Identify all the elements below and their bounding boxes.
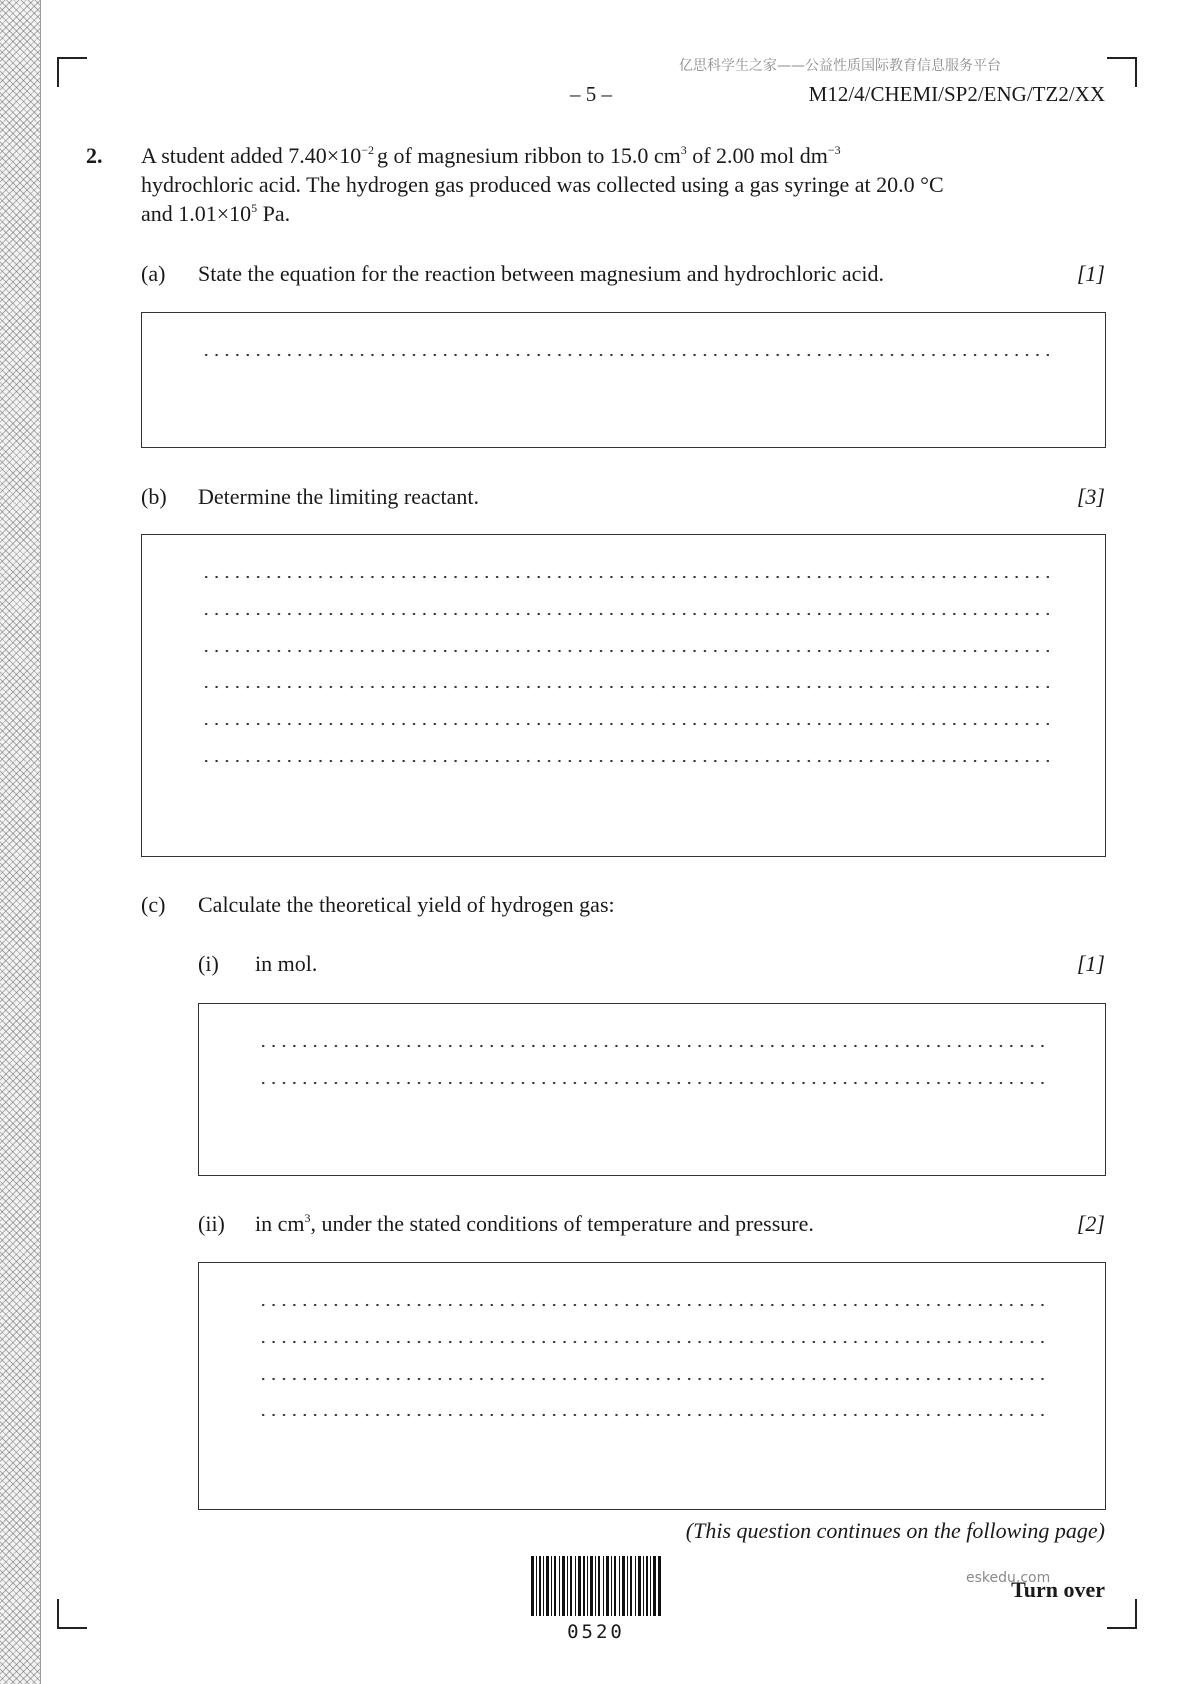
answer-line [201,722,1049,726]
header-watermark: 亿思科学生之家——公益性质国际教育信息服务平台 [679,58,1001,74]
answer-line [201,685,1049,689]
answer-line [258,1081,1048,1085]
binding-strip [0,0,41,1684]
answer-line [258,1303,1048,1307]
part-c-text: Calculate the theoretical yield of hydrogen gas: [198,892,615,917]
answer-line [201,353,1049,357]
part-c-label: (c) [141,892,166,917]
stem-line-2: hydrochloric acid. The hydrogen gas produced was collected using a gas syringe at 20.0 °C [141,172,944,197]
question-number: 2. [86,143,103,168]
turn-over-label: Turn over [1011,1577,1105,1602]
continues-note: (This question continues on the following page) [685,1518,1105,1543]
crop-mark-top-right [1107,57,1137,87]
part-a-marks: [1] [1076,261,1105,286]
crop-mark-bottom-left [57,1599,87,1629]
answer-line [258,1044,1048,1048]
stem-line-3: and $1.01\times 10^5$ Pa. [141,201,291,226]
part-a-label: (a) [141,261,166,286]
part-c-ii-answer-box[interactable] [198,1262,1106,1510]
page-number: – 5 – [570,82,612,106]
part-b-marks: [3] [1076,484,1105,509]
part-b-text: Determine the limiting reactant. [198,484,480,509]
answer-line [201,759,1049,763]
part-b-answer-box[interactable] [141,534,1106,857]
crop-mark-top-left [57,57,87,87]
part-b-label: (b) [141,484,167,509]
part-a-answer-box[interactable] [141,312,1106,448]
barcode [531,1556,661,1616]
footer-watermark: eskedu.com [966,1570,1051,1586]
crop-mark-bottom-right [1107,1599,1137,1629]
answer-line [201,575,1049,579]
part-c-i-answer-box[interactable] [198,1003,1106,1176]
part-c-ii-text: in $cm^3$, under the stated conditions of temperature and pressure. [255,1211,814,1236]
answer-line [201,649,1049,653]
question-stem: A student added $7.40\times 10^{-2}$ g of magnesium ribbon to 15.0 $cm^3$ of 2.00 mol $dm^{-3}$ hydrochloric acid. The hydrogen gas produced was collected using a gas syringe at 20.0 °C and $1.01\times 10^5$ Pa. [141,143,944,226]
answer-line [258,1340,1048,1344]
part-c-i-label: (i) [198,951,219,976]
answer-line [258,1377,1048,1381]
part-c-i-text: in mol. [255,951,318,976]
part-c-ii-marks: [2] [1076,1211,1105,1236]
answer-line [258,1413,1048,1417]
part-c-ii-label: (ii) [198,1211,225,1236]
answer-line [201,612,1049,616]
barcode-number: 0520 [567,1621,625,1643]
paper-code: M12/4/CHEMI/SP2/ENG/TZ2/XX [808,82,1105,106]
part-c-i-marks: [1] [1076,951,1105,976]
part-a-text: State the equation for the reaction between magnesium and hydrochloric acid. [198,261,885,286]
